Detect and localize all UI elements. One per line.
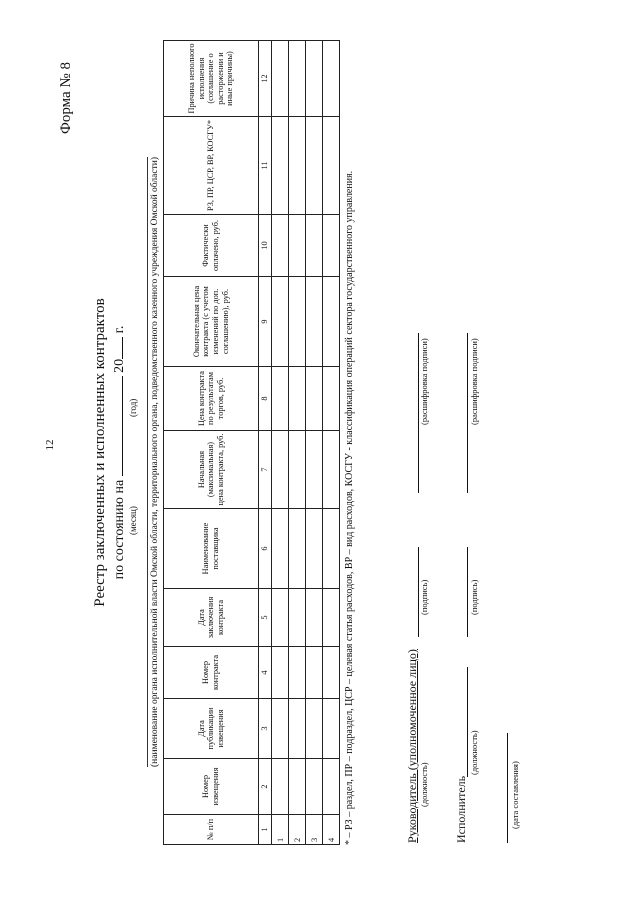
table-cell <box>272 367 289 431</box>
table-cell <box>306 41 323 117</box>
table-cell <box>306 215 323 277</box>
table-header-cell: Фактически оплачено, руб. <box>164 215 259 277</box>
row-index: 4 <box>323 815 340 845</box>
table-cell <box>306 431 323 509</box>
table-cell <box>323 699 340 759</box>
table-cell <box>306 699 323 759</box>
table-row <box>323 41 340 845</box>
column-number-cell: 9 <box>259 277 272 367</box>
table-cell <box>306 277 323 367</box>
column-number-cell: 11 <box>259 117 272 215</box>
as-of-label: по состоянию на <box>112 479 127 580</box>
executor-name-line <box>467 333 468 493</box>
form-label: Форма № 8 <box>58 62 74 134</box>
document-title: Реестр заключенных и исполненных контрактов <box>92 298 108 607</box>
table-cell <box>289 647 306 699</box>
table-cell <box>306 509 323 589</box>
column-number-cell: 3 <box>259 699 272 759</box>
table-cell <box>306 117 323 215</box>
organization-caption: (наименование органа исполнительной власти Омской области, территориального органа, подведомственного казенного учреждения Омской области) <box>150 157 160 767</box>
table-row <box>289 41 306 845</box>
table-cell <box>323 509 340 589</box>
table-header-cell: Дата публикации извещения <box>164 699 259 759</box>
column-number-cell: 1 <box>259 815 272 845</box>
table-row <box>306 41 323 845</box>
column-number-cell: 6 <box>259 509 272 589</box>
executor-position-caption: (должность) <box>469 730 479 775</box>
table-cell <box>323 589 340 647</box>
table-cell <box>272 647 289 699</box>
head-signature-caption: (подпись) <box>419 579 429 615</box>
table-cell <box>289 117 306 215</box>
head-role-label: Руководитель (уполномоченное лицо) <box>405 649 419 843</box>
table-cell <box>323 41 340 117</box>
executor-signature-line <box>467 547 468 637</box>
date-caption: (дата составления) <box>510 761 520 829</box>
table-cell <box>289 367 306 431</box>
table-cell <box>289 759 306 815</box>
document-subtitle <box>110 0 128 905</box>
executor-signature-caption: (подпись) <box>469 579 479 615</box>
table-header-cell: РЗ, ПР, ЦСР, ВР, КОСГУ* <box>164 117 259 215</box>
table-cell <box>306 647 323 699</box>
table-header-cell: Причина неполного исполнения (соглашение о расторжении и иные причины) <box>164 41 259 117</box>
footnote: * – РЗ – раздел, ПР – подраздел, ЦСР – целевая статья расходов, ВР – вид расходов, КОСГУ - классификация операций сектора государственного управления. <box>344 170 355 845</box>
table-cell <box>323 117 340 215</box>
table-cell <box>306 367 323 431</box>
table-cell <box>289 431 306 509</box>
month-blank <box>110 376 123 476</box>
table-cell <box>323 759 340 815</box>
executor-label: Исполнитель <box>454 775 468 843</box>
table-cell <box>272 41 289 117</box>
contracts-registry-table <box>163 40 340 845</box>
column-number-cell: 12 <box>259 41 272 117</box>
year-blank <box>110 337 123 359</box>
executor-name-caption: (расшифровка подписи) <box>469 338 479 425</box>
table-cell <box>323 215 340 277</box>
table-header-cell: № п/п <box>164 815 259 845</box>
year-suffix: г. <box>112 325 127 334</box>
table-cell <box>306 759 323 815</box>
table-header-row <box>164 41 259 845</box>
table-cell <box>289 277 306 367</box>
column-number-cell: 8 <box>259 367 272 431</box>
column-number-cell: 10 <box>259 215 272 277</box>
table-cell <box>323 647 340 699</box>
month-caption: (месяц) <box>128 506 138 535</box>
row-index: 1 <box>272 815 289 845</box>
date-line <box>507 733 508 843</box>
table-cell <box>323 277 340 367</box>
executor-position-line <box>467 667 468 777</box>
table-cell <box>323 367 340 431</box>
table-cell <box>289 215 306 277</box>
column-number-row <box>259 41 272 845</box>
column-number-cell: 5 <box>259 589 272 647</box>
table-cell <box>272 699 289 759</box>
table-row <box>272 41 289 845</box>
table-cell <box>272 431 289 509</box>
table-cell <box>272 277 289 367</box>
table-header-cell: Номер извещения <box>164 759 259 815</box>
table-cell <box>289 41 306 117</box>
table-header-cell: Цена контракта по результатам торгов, руб. <box>164 367 259 431</box>
head-position-caption: (должность) <box>419 762 429 807</box>
head-name-caption: (расшифровка подписи) <box>419 338 429 425</box>
table-cell <box>272 759 289 815</box>
page-number: 12 <box>44 439 56 451</box>
table-cell <box>306 589 323 647</box>
table-header-cell: Номер контракта <box>164 647 259 699</box>
table-cell <box>323 431 340 509</box>
table-header-cell: Наименование поставщика <box>164 509 259 589</box>
column-number-cell: 7 <box>259 431 272 509</box>
column-number-cell: 4 <box>259 647 272 699</box>
table-cell <box>272 509 289 589</box>
table-cell <box>289 589 306 647</box>
organization-line <box>147 157 148 767</box>
table-header-cell: Окончательная цена контракта (с учетом изменений по доп. соглашению), руб. <box>164 277 259 367</box>
table-cell <box>272 215 289 277</box>
row-index: 3 <box>306 815 323 845</box>
century-label: 20 <box>112 358 127 373</box>
table-cell <box>289 509 306 589</box>
table-cell <box>272 589 289 647</box>
row-index: 2 <box>289 815 306 845</box>
year-caption: (год) <box>128 398 138 417</box>
table-header-cell: Дата заключения контракта <box>164 589 259 647</box>
column-number-cell: 2 <box>259 759 272 815</box>
table-cell <box>272 117 289 215</box>
table-cell <box>289 699 306 759</box>
table-header-cell: Начальная (максимальная) цена контракта, руб. <box>164 431 259 509</box>
